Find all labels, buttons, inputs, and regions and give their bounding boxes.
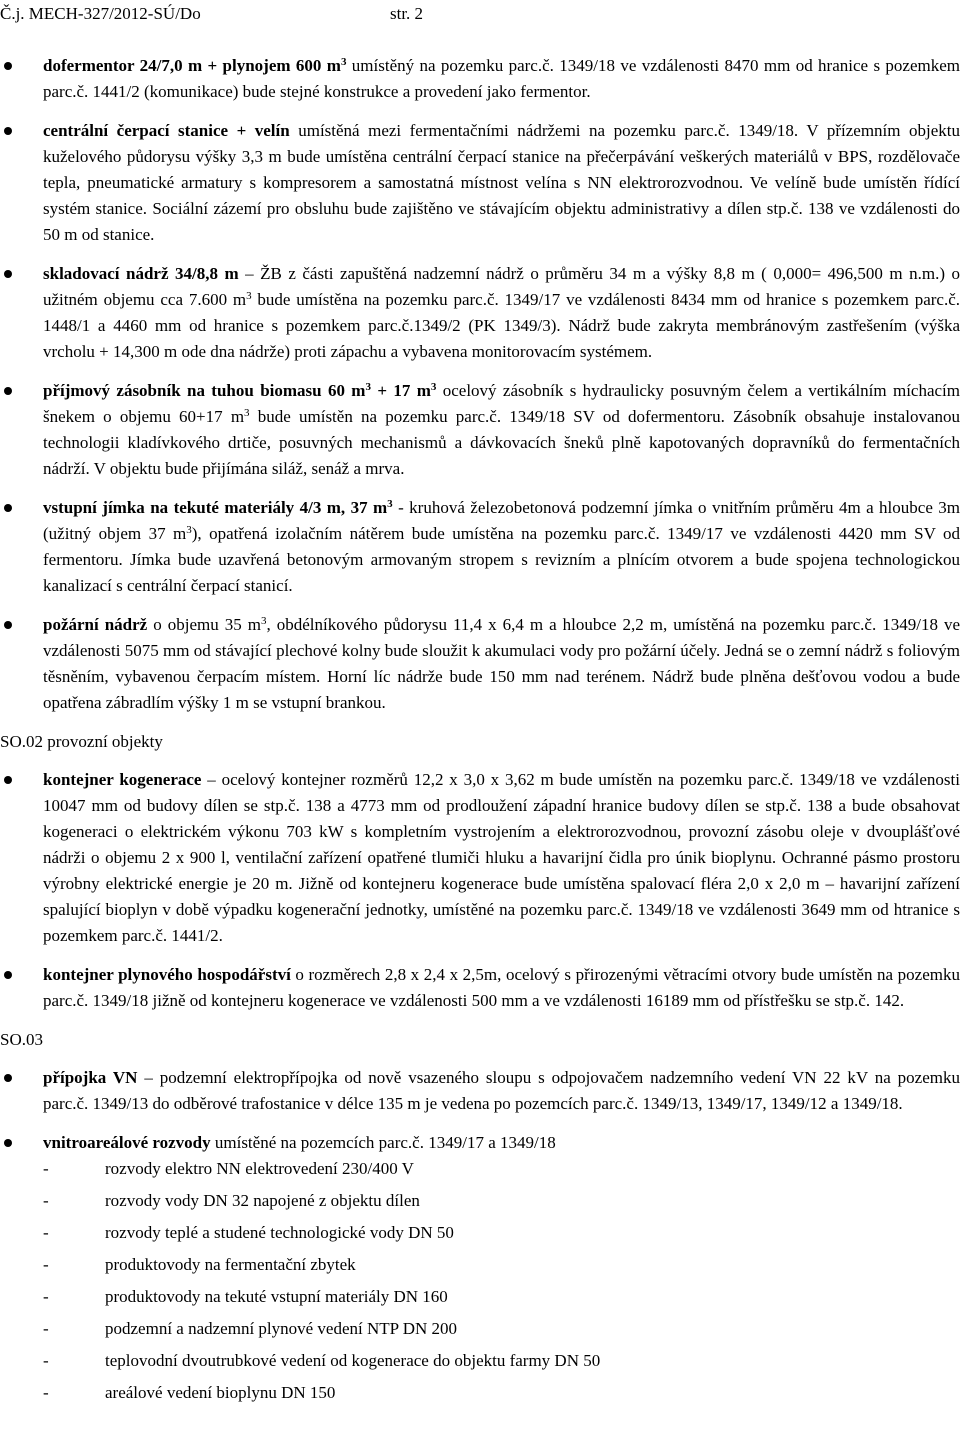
dash-list-item <box>43 1156 960 1182</box>
bullet-list-so01 <box>0 53 960 716</box>
bullet-icon <box>4 62 12 70</box>
dash-list-text: produktovody na tekuté vstupní materiály DN 160 <box>105 1287 448 1306</box>
list-item-rozvody <box>0 1130 960 1156</box>
dash-list-item <box>43 1252 960 1278</box>
list-item-prijmovy <box>0 378 960 482</box>
list-item-text: kontejner kogenerace – ocelový kontejner rozměrů 12,2 x 3,0 x 3,62 m bude umístěn na pozemku parc.č. 1349/18 ve vzdálenosti 10047 mm od budovy dílen se stp.č. 138 a 4773 mm od prodloužení západní hranice budovy dílen se stp.č. 138 a bude obsahovat kogeneraci o elektrickém výkonu 703 kW s kompletním vystrojením a elektrorozvodnou, provozní zásobu oleje v dvouplášťové nádrži o objemu 2 x 900 l, ventilační zařízení opatřené tlumiči hluku a havarijní čidla pro únik bioplynu. Ochranné pásmo prostoru výrobny elektrické energie je 20 m. Jižně od kontejneru kogenerace bude umístěna spalovací fléra 2,0 x 2,0 m – havarijní zařízení spalující bioplyn v době výpadku kogenerační jednotky, umístěné na pozemku parc.č. 1349/18 ve vzdálenosti 3649 mm od htranice s pozemkem parc.č. 1441/2. <box>43 770 960 945</box>
dash-list-text: teplovodní dvoutrubkové vedení od kogenerace do objektu farmy DN 50 <box>105 1351 601 1370</box>
list-item-text: kontejner plynového hospodářství o rozměrech 2,8 x 2,4 x 2,5m, ocelový s přirozenými větracími otvory bude umístěn na pozemku parc.č. 1349/18 jižně od kontejneru kogenerace ve vzdálenosti 500 mm a ve vzdálenosti 16189 mm od přístřešku se stp.č. 142. <box>43 965 960 1010</box>
dash-marker: - <box>43 1287 49 1306</box>
list-item-text: vnitroareálové rozvody umístěné na pozemcích parc.č. 1349/17 a 1349/18 <box>43 1133 556 1152</box>
bullet-list-so03 <box>0 1065 960 1156</box>
dash-marker: - <box>43 1351 49 1370</box>
document-body <box>0 53 960 1412</box>
dash-list-text: rozvody teplé a studené technologické vody DN 50 <box>105 1223 454 1242</box>
section-heading-so03: SO.03 <box>0 1030 43 1049</box>
list-item-skladovaci <box>0 261 960 365</box>
list-item-centralni <box>0 118 960 248</box>
bullet-icon <box>4 270 12 278</box>
dash-list-text: rozvody elektro NN elektrovedení 230/400 V <box>105 1159 414 1178</box>
section-heading-so02: SO.02 provozní objekty <box>0 732 163 751</box>
list-item-text: centrální čerpací stanice + velín umístěná mezi fermentačními nádržemi na pozemku parc.č. 1349/18. V přízemním objektu kuželového půdorysu výšky 3,3 m bude umístěna centrální čerpací stanice na přečerpávání veškerých materiálů v BPS, rozdělovače tepla, pneumatické armatury s kompresorem a samostatná místnost velína s NN elektrorozvodnou. Ve velíně bude umístěn řídící systém stanice. Sociální zázemí pro obsluhu bude zajištěno ve stávajícím objektu administrativy a dílen stp.č. 138 ve vzdálenosti do 50 m od stanice. <box>43 121 960 244</box>
page-number: str. 2 <box>390 4 424 23</box>
bullet-icon <box>4 621 12 629</box>
bullet-icon <box>4 387 12 395</box>
bullet-icon <box>4 776 12 784</box>
list-item-text: požární nádrž o objemu 35 $m^3$, obdélníkového půdorysu 11,4 x 6,4 m a hloubce 2,2 m, umístěná na pozemku parc.č. 1349/18 ve vzdálenosti 5075 mm od stávající plechové kolny bude sloužit k akumulaci vody pro požární účely. Jedná se o zemní nádrž s foliovým těsněním, vybavenou čerpacím místem. Horní líc nádrže bude 150 mm nad terénem. Nádrž bude plněna dešťovou vodou a bude opatřena zábradlím výšky 1 m se vstupní brankou. <box>43 615 960 712</box>
list-item-text: příjmový zásobník na tuhou biomasu 60 $m^3 + 17$ $m^3$ ocelový zásobník s hydraulicky posuvným čelem a vertikálním míchacím šnekem o objemu 60+17 $m^3$ bude umístěn na pozemku parc.č. 1349/18 SV od dofermentoru. Zásobník obsahuje instalovanou technologii kladívkového drtiče, posuvných mechanismů a dávkovacích šneků plně kapotovaných dopravníků do fermentačních nádrží. V objektu bude přijímána siláž, senáž a mrva. <box>43 381 960 478</box>
bullet-list-so02 <box>0 767 960 1014</box>
dash-list-text: podzemní a nadzemní plynové vedení NTP DN 200 <box>105 1319 458 1338</box>
list-item-plynove <box>0 962 960 1014</box>
dash-list-item <box>43 1284 960 1310</box>
bullet-icon <box>4 1139 12 1147</box>
list-item-pozarni <box>0 612 960 716</box>
dash-list-item <box>43 1220 960 1246</box>
dash-marker: - <box>43 1223 49 1242</box>
dash-list-rozvody <box>43 1156 960 1406</box>
bullet-icon <box>4 1074 12 1082</box>
list-item-pripojka <box>0 1065 960 1117</box>
dash-list-text: produktovody na fermentační zbytek <box>105 1255 356 1274</box>
list-item-dofermentor <box>0 53 960 105</box>
page-header <box>0 1 960 27</box>
dash-list-item <box>43 1316 960 1342</box>
dash-marker: - <box>43 1255 49 1274</box>
bullet-icon <box>4 504 12 512</box>
list-item-text: vstupní jímka na tekuté materiály 4/3 m, 37 $m^3$ - kruhová železobetonová podzemní jímka o vnitřním průměru 4m a hloubce 3m (užitný objem 37 $m^3$), opatřená izolačním nátěrem bude umístěna na pozemku parc.č. 1349/17 ve vzdálenosti 4420 mm SV od fermentoru. Jímka bude uzavřená betonovým armovaným stropem s revizním a plnícím otvorem a bude spojena technologickou kanalizací s centrální čerpací stanicí. <box>43 498 960 595</box>
bullet-icon <box>4 127 12 135</box>
list-item-text: přípojka VN – podzemní elektropřípojka od nově vsazeného sloupu s odpojovačem nadzemního vedení VN 22 kV na pozemku parc.č. 1349/13 do odběrové trafostanice v délce 135 m je vedena po pozemcích parc.č. 1349/13, 1349/17, 1349/12 a 1349/18. <box>43 1068 960 1113</box>
dash-list-text: areálové vedení bioplynu DN 150 <box>105 1383 336 1402</box>
dash-marker: - <box>43 1319 49 1338</box>
dash-list-item <box>43 1348 960 1374</box>
list-item-text: skladovací nádrž 34/8,8 m – ŽB z části zapuštěná nadzemní nádrž o průměru 34 m a výšky 8,8 m ( 0,000= 496,500 m n.m.) o užitném objemu cca 7.600 $m^3$ bude umístěna na pozemku parc.č. 1349/17 ve vzdálenosti 8434 mm od hranice s pozemkem parc.č. 1448/1 a 4460 mm od hranice s pozemkem parc.č.1349/2 (PK 1349/3). Nádrž bude zakryta membránovým zastřešením (výška vrcholu + 14,300 m ode dna nádrže) proti zápachu a vybavena monitorovacím systémem. <box>43 264 960 361</box>
list-item-kogenerace <box>0 767 960 949</box>
dash-marker: - <box>43 1159 49 1178</box>
list-item-text: dofermentor 24/7,0 m + plynojem 600 $m^3$ umístěný na pozemku parc.č. 1349/18 ve vzdálenosti 8470 mm od hranice s pozemkem parc.č. 1441/2 (komunikace) bude stejné konstrukce a provedení jako fermentor. <box>43 56 960 101</box>
dash-list-item <box>43 1380 960 1406</box>
dash-marker: - <box>43 1383 49 1402</box>
dash-list-item <box>43 1188 960 1214</box>
bullet-icon <box>4 971 12 979</box>
document-reference: Č.j. MECH-327/2012-SÚ/Do <box>0 4 201 23</box>
dash-list-text: rozvody vody DN 32 napojené z objektu dílen <box>105 1191 420 1210</box>
dash-marker: - <box>43 1191 49 1210</box>
list-item-vstupni <box>0 495 960 599</box>
